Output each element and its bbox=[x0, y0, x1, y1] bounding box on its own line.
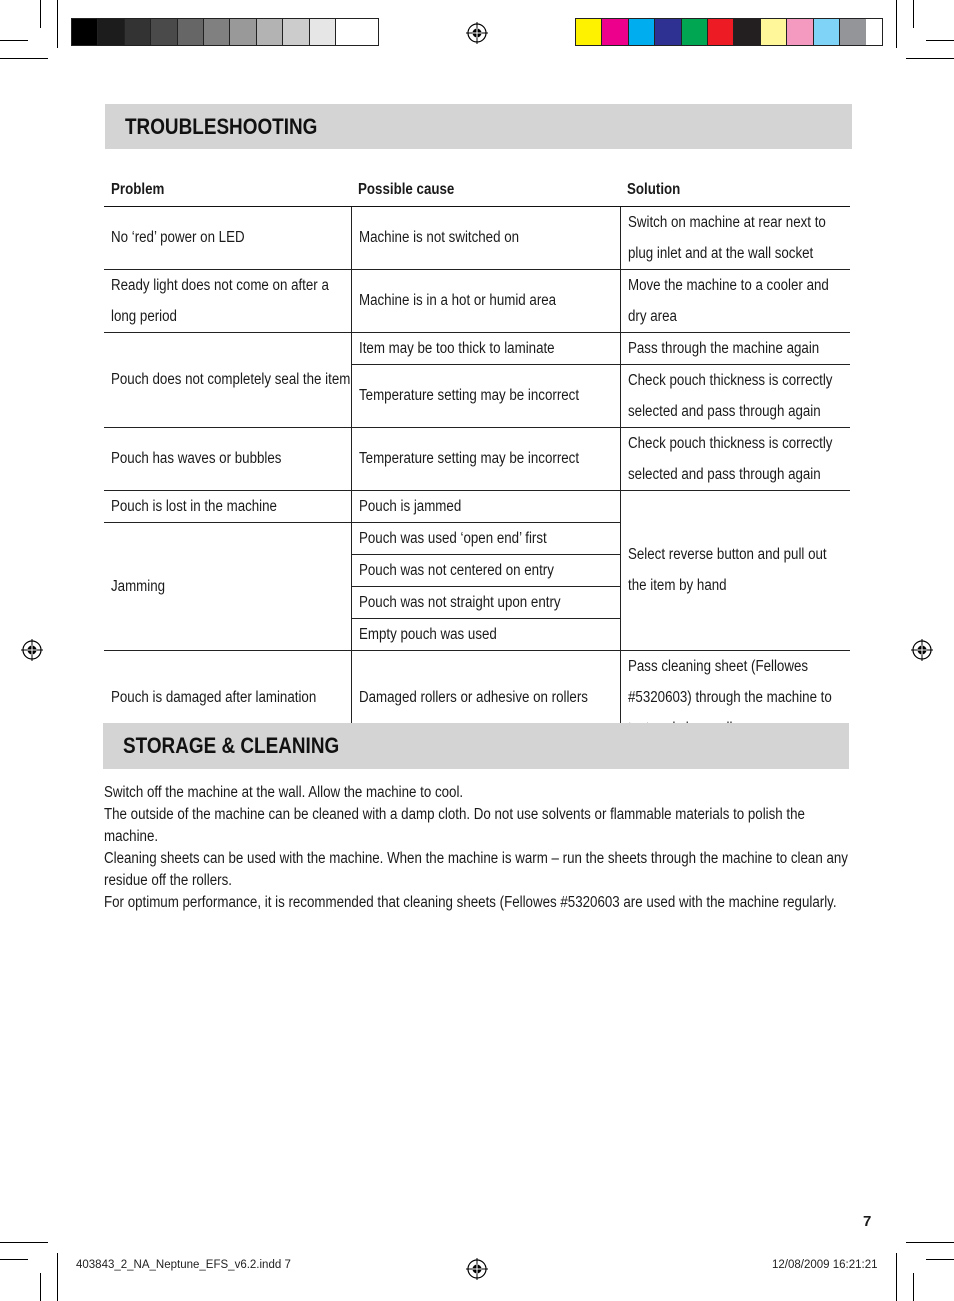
gray-swatch bbox=[178, 19, 204, 45]
table-row bbox=[104, 427, 850, 490]
slug-filename: 403843_2_NA_Neptune_EFS_v6.2.indd 7 bbox=[76, 1259, 291, 1271]
gray-swatch bbox=[283, 19, 309, 45]
table-row bbox=[104, 332, 850, 364]
problem-cell: Pouch is damaged after lamination bbox=[111, 688, 317, 706]
solution-cell: Move the machine to a cooler and dry area bbox=[620, 269, 850, 332]
color-swatch bbox=[708, 19, 734, 45]
gray-swatch bbox=[98, 19, 124, 45]
color-swatch bbox=[629, 19, 655, 45]
problem-cell: Jamming bbox=[104, 522, 351, 650]
gray-swatch bbox=[310, 19, 336, 45]
gray-swatch bbox=[204, 19, 230, 45]
solution-cell: Pass cleaning sheet (Fellowes #5320603) through the machine to bbox=[620, 650, 850, 744]
registration-mark-icon bbox=[466, 22, 488, 44]
registration-mark-icon bbox=[21, 639, 43, 661]
troubleshooting-banner bbox=[105, 104, 852, 149]
troubleshooting-title: TROUBLESHOOTING bbox=[125, 113, 318, 139]
cause-cell: Pouch was not centered on entry bbox=[351, 554, 620, 586]
cause-cell: Machine is in a hot or humid area bbox=[351, 269, 620, 332]
color-swatch bbox=[814, 19, 840, 45]
table-row bbox=[104, 206, 850, 269]
header-cause: Possible cause bbox=[351, 173, 620, 206]
problem-cell: Pouch does not completely seal the item bbox=[104, 332, 351, 427]
color-swatch bbox=[602, 19, 628, 45]
gray-swatch bbox=[125, 19, 151, 45]
storage-paragraph: Switch off the machine at the wall. Allow the machine to cool. bbox=[104, 784, 464, 801]
storage-paragraph: Cleaning sheets can be used with the machine. When the machine is warm – run the sheets through the machine to clean any residue off the rollers. bbox=[104, 850, 848, 889]
page-number: 7 bbox=[863, 1213, 872, 1230]
color-swatch bbox=[576, 19, 602, 45]
gray-swatch bbox=[151, 19, 177, 45]
solution-cell: Check pouch thickness is correctly selected and pass through again bbox=[620, 427, 850, 490]
gray-swatch bbox=[72, 19, 98, 45]
gray-swatch bbox=[230, 19, 256, 45]
process-color-bar bbox=[575, 18, 883, 46]
table-header-row bbox=[104, 173, 850, 206]
gray-swatch bbox=[257, 19, 283, 45]
cause-cell: Item may be too thick to laminate bbox=[351, 332, 620, 364]
cause-cell: Damaged rollers or adhesive on rollers bbox=[351, 650, 620, 744]
problem-cell: No ‘red’ power on LED bbox=[104, 206, 351, 269]
slug-datetime: 12/08/2009 16:21:21 bbox=[772, 1259, 878, 1271]
gray-swatch bbox=[336, 19, 362, 45]
cause-cell: Temperature setting may be incorrect bbox=[351, 427, 620, 490]
problem-cell: Ready light does not come on after a long period bbox=[104, 269, 351, 332]
registration-mark-icon bbox=[911, 639, 933, 661]
problem-cell: Pouch is lost in the machine bbox=[104, 490, 351, 522]
storage-title: STORAGE & CLEANING bbox=[123, 733, 340, 758]
cause-cell: Empty pouch was used bbox=[351, 618, 620, 650]
storage-paragraph: For optimum performance, it is recommended that cleaning sheets (Fellowes #5320603 are used with the machine regularly. bbox=[104, 894, 837, 911]
cause-cell: Machine is not switched on bbox=[351, 206, 620, 269]
grayscale-color-bar bbox=[71, 18, 379, 46]
table-row bbox=[104, 269, 850, 332]
cause-cell: Pouch is jammed bbox=[351, 490, 620, 522]
storage-banner bbox=[103, 723, 849, 769]
color-swatch bbox=[655, 19, 681, 45]
color-swatch bbox=[682, 19, 708, 45]
troubleshooting-table bbox=[104, 173, 850, 744]
color-swatch bbox=[840, 19, 866, 45]
cause-cell: Temperature setting may be incorrect bbox=[351, 364, 620, 427]
table-row bbox=[104, 490, 850, 522]
cause-cell: Pouch was used ‘open end’ first bbox=[351, 522, 620, 554]
cause-cell: Pouch was not straight upon entry bbox=[351, 586, 620, 618]
solution-cell: Select reverse button and pull out the item by hand bbox=[620, 490, 850, 650]
solution-cell: Pass through the machine again bbox=[620, 332, 850, 364]
solution-cell: Check pouch thickness is correctly selected and pass through again bbox=[620, 364, 850, 427]
storage-paragraph: The outside of the machine can be cleaned with a damp cloth. Do not use solvents or flammable materials to polish the machine. bbox=[104, 806, 805, 845]
header-solution: Solution bbox=[620, 173, 850, 206]
header-problem: Problem bbox=[104, 173, 351, 206]
color-swatch bbox=[787, 19, 813, 45]
registration-mark-icon bbox=[466, 1258, 488, 1280]
problem-cell: Pouch has waves or bubbles bbox=[104, 427, 351, 490]
storage-instructions bbox=[104, 782, 864, 914]
color-swatch bbox=[761, 19, 787, 45]
color-swatch bbox=[734, 19, 760, 45]
solution-cell: Switch on machine at rear next to plug inlet and at the wall socket bbox=[620, 206, 850, 269]
